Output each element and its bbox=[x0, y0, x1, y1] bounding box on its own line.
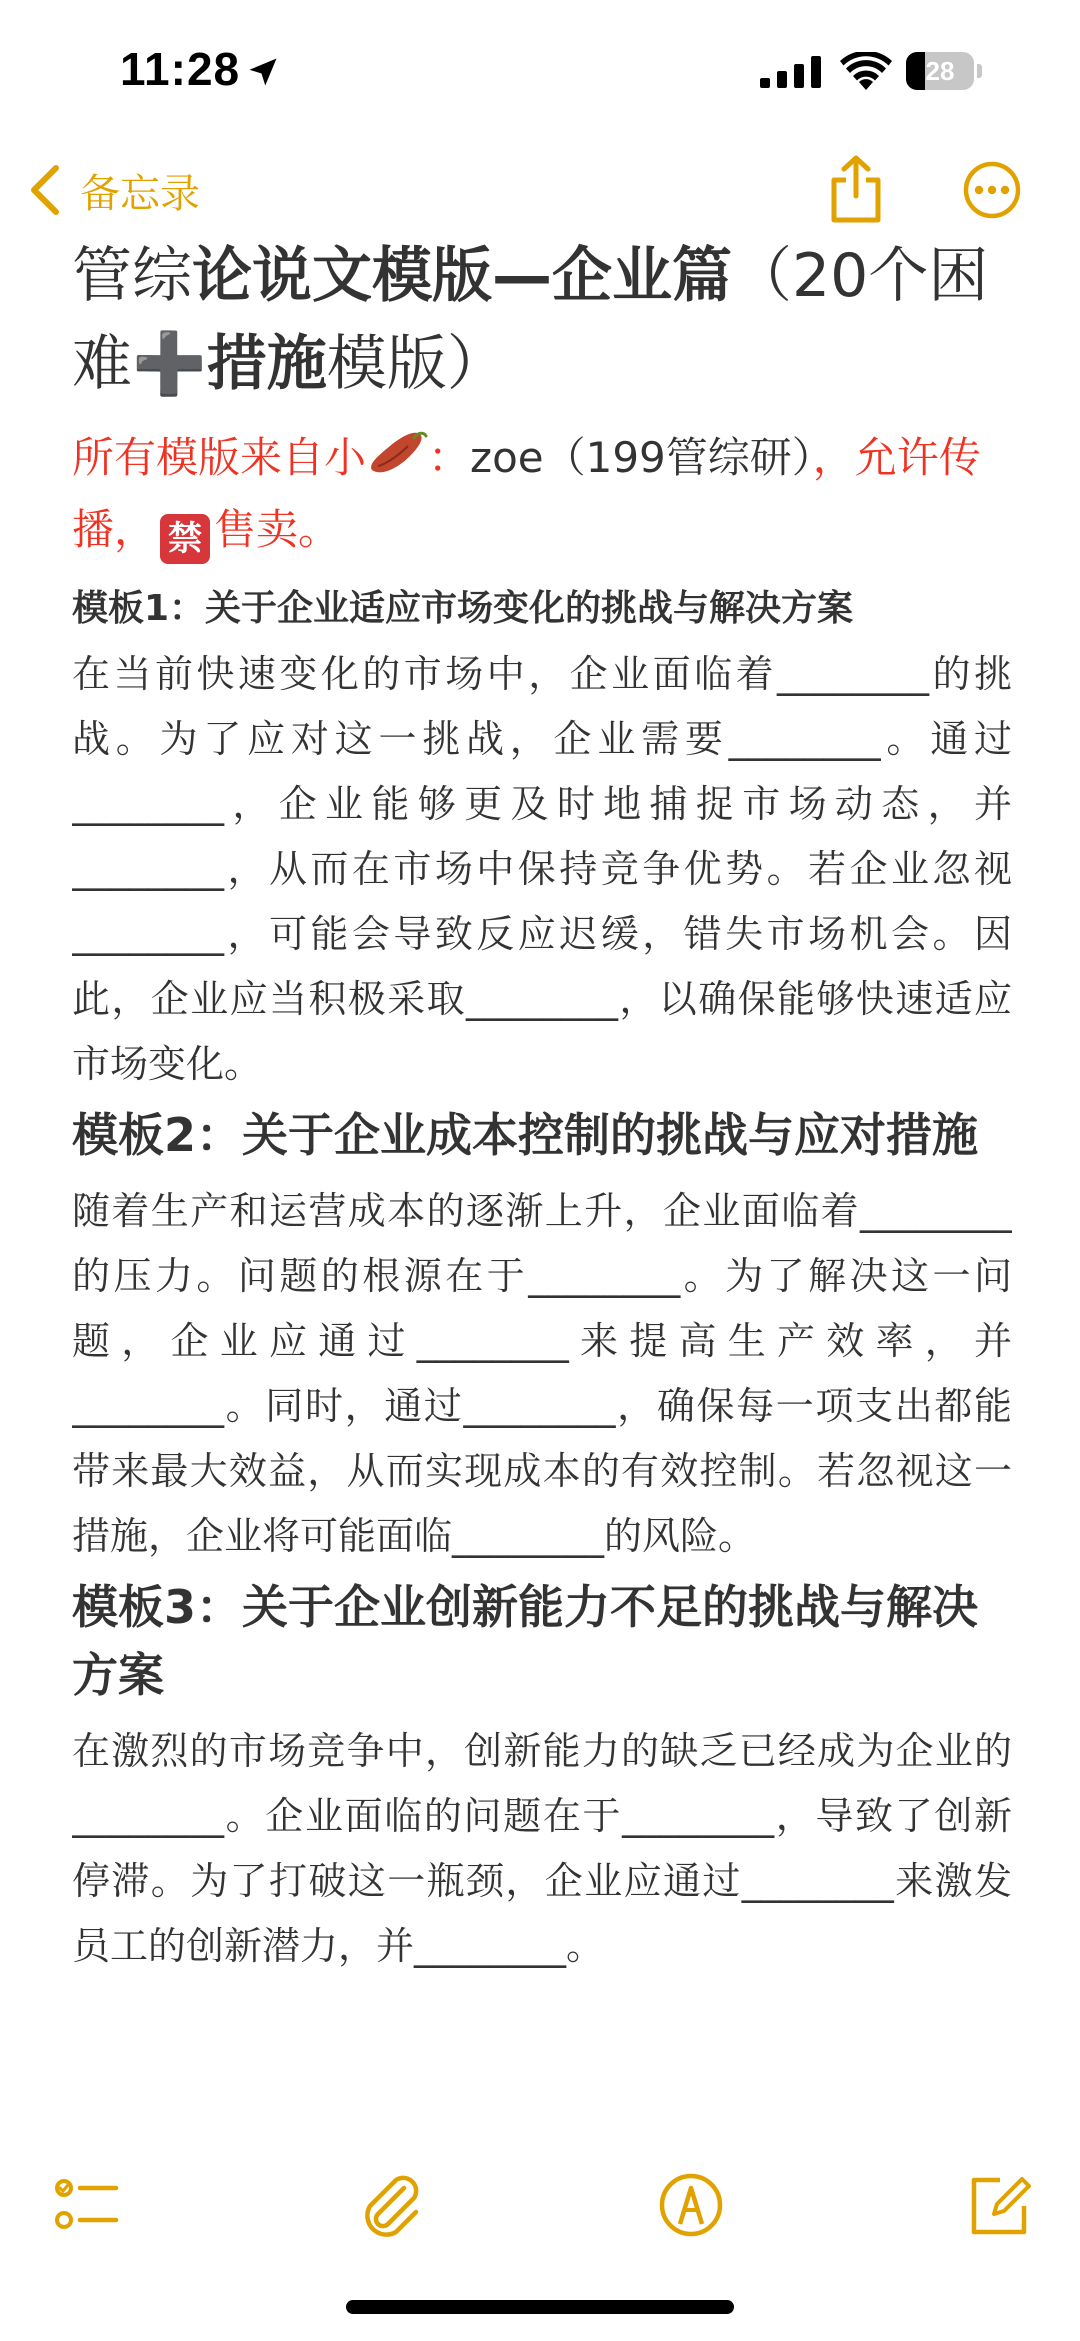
disclaimer-colon: ： bbox=[428, 433, 471, 482]
disclaimer-middle: ，允许传播， bbox=[72, 433, 981, 554]
battery-level: 28 bbox=[925, 56, 955, 86]
back-button[interactable] bbox=[28, 158, 200, 222]
bottom-toolbar bbox=[0, 2160, 1080, 2260]
note-body[interactable] bbox=[72, 232, 1012, 2192]
title-part1: 管综 bbox=[72, 241, 192, 311]
section-body: 在激烈的市场竞争中，创新能力的缺乏已经成为企业的________。企业面临的问题在于________，导致了创新停滞。为了打破这一瓶颈，企业应通过________来激发员工的创新潜力，并________。 bbox=[72, 1729, 1012, 1968]
title-part2: （20个困难 bbox=[72, 241, 989, 399]
disclaimer-prefix: 所有模版来自小 bbox=[72, 433, 367, 482]
battery-tip bbox=[977, 64, 982, 78]
title-bold2: 措施 bbox=[206, 329, 327, 399]
battery-body bbox=[906, 52, 974, 90]
plus-icon: ➕ bbox=[132, 329, 207, 399]
battery-icon bbox=[906, 52, 982, 90]
section-heading: 模板3：关于企业创新能力不足的挑战与解决方案 bbox=[72, 1580, 979, 1702]
nav-bar bbox=[0, 140, 1080, 240]
attachment-icon[interactable] bbox=[356, 2170, 426, 2240]
note-title bbox=[72, 232, 1012, 408]
signal-icon bbox=[760, 56, 822, 88]
chevron-left-icon bbox=[28, 164, 62, 216]
disclaimer bbox=[72, 422, 1012, 566]
title-bold: 论说文模版—企业篇 bbox=[192, 241, 732, 311]
share-icon[interactable] bbox=[826, 154, 886, 224]
section-body: 在当前快速变化的市场中，企业面临着________的挑战。为了应对这一挑战，企业需要________。通过________，企业能够更及时地捕捉市场动态，并________，从而在市场中保持竞争优势。若企业忽视________，可能会导致反应迟缓，错失市场机会。因此，企业应当积极采取________，以确保能够快速适应市场变化。 bbox=[72, 652, 1012, 1086]
more-icon[interactable] bbox=[962, 160, 1022, 220]
location-arrow-icon bbox=[245, 54, 281, 90]
markup-icon[interactable] bbox=[656, 2170, 726, 2240]
home-indicator[interactable] bbox=[346, 2300, 734, 2314]
status-time: 11:28 bbox=[120, 43, 241, 95]
compose-icon[interactable] bbox=[964, 2170, 1034, 2240]
status-bar bbox=[0, 0, 1080, 140]
checklist-icon[interactable] bbox=[52, 2170, 122, 2240]
ban-icon: 禁 bbox=[160, 514, 210, 564]
title-part3: 模版） bbox=[326, 329, 507, 399]
section-heading: 模板2：关于企业成本控制的挑战与应对措施 bbox=[72, 1108, 979, 1162]
section-body: 随着生产和运营成本的逐渐上升，企业面临着________的压力。问题的根源在于________。为了解决这一问题，企业应通过________来提高生产效率，并________。同时，通过________，确保每一项支出都能带来最大效益，从而实现成本的有效控制。若忽视这一措施，企业将可能面临________的风险。 bbox=[72, 1189, 1012, 1558]
sweet-potato-icon bbox=[366, 430, 428, 478]
back-label: 备忘录 bbox=[80, 170, 200, 217]
disclaimer-author: zoe（199管综研） bbox=[470, 433, 813, 482]
disclaimer-suffix: 售卖。 bbox=[214, 505, 341, 554]
wifi-icon bbox=[840, 52, 892, 90]
section-heading: 模板1：关于企业适应市场变化的挑战与解决方案 bbox=[72, 588, 854, 629]
